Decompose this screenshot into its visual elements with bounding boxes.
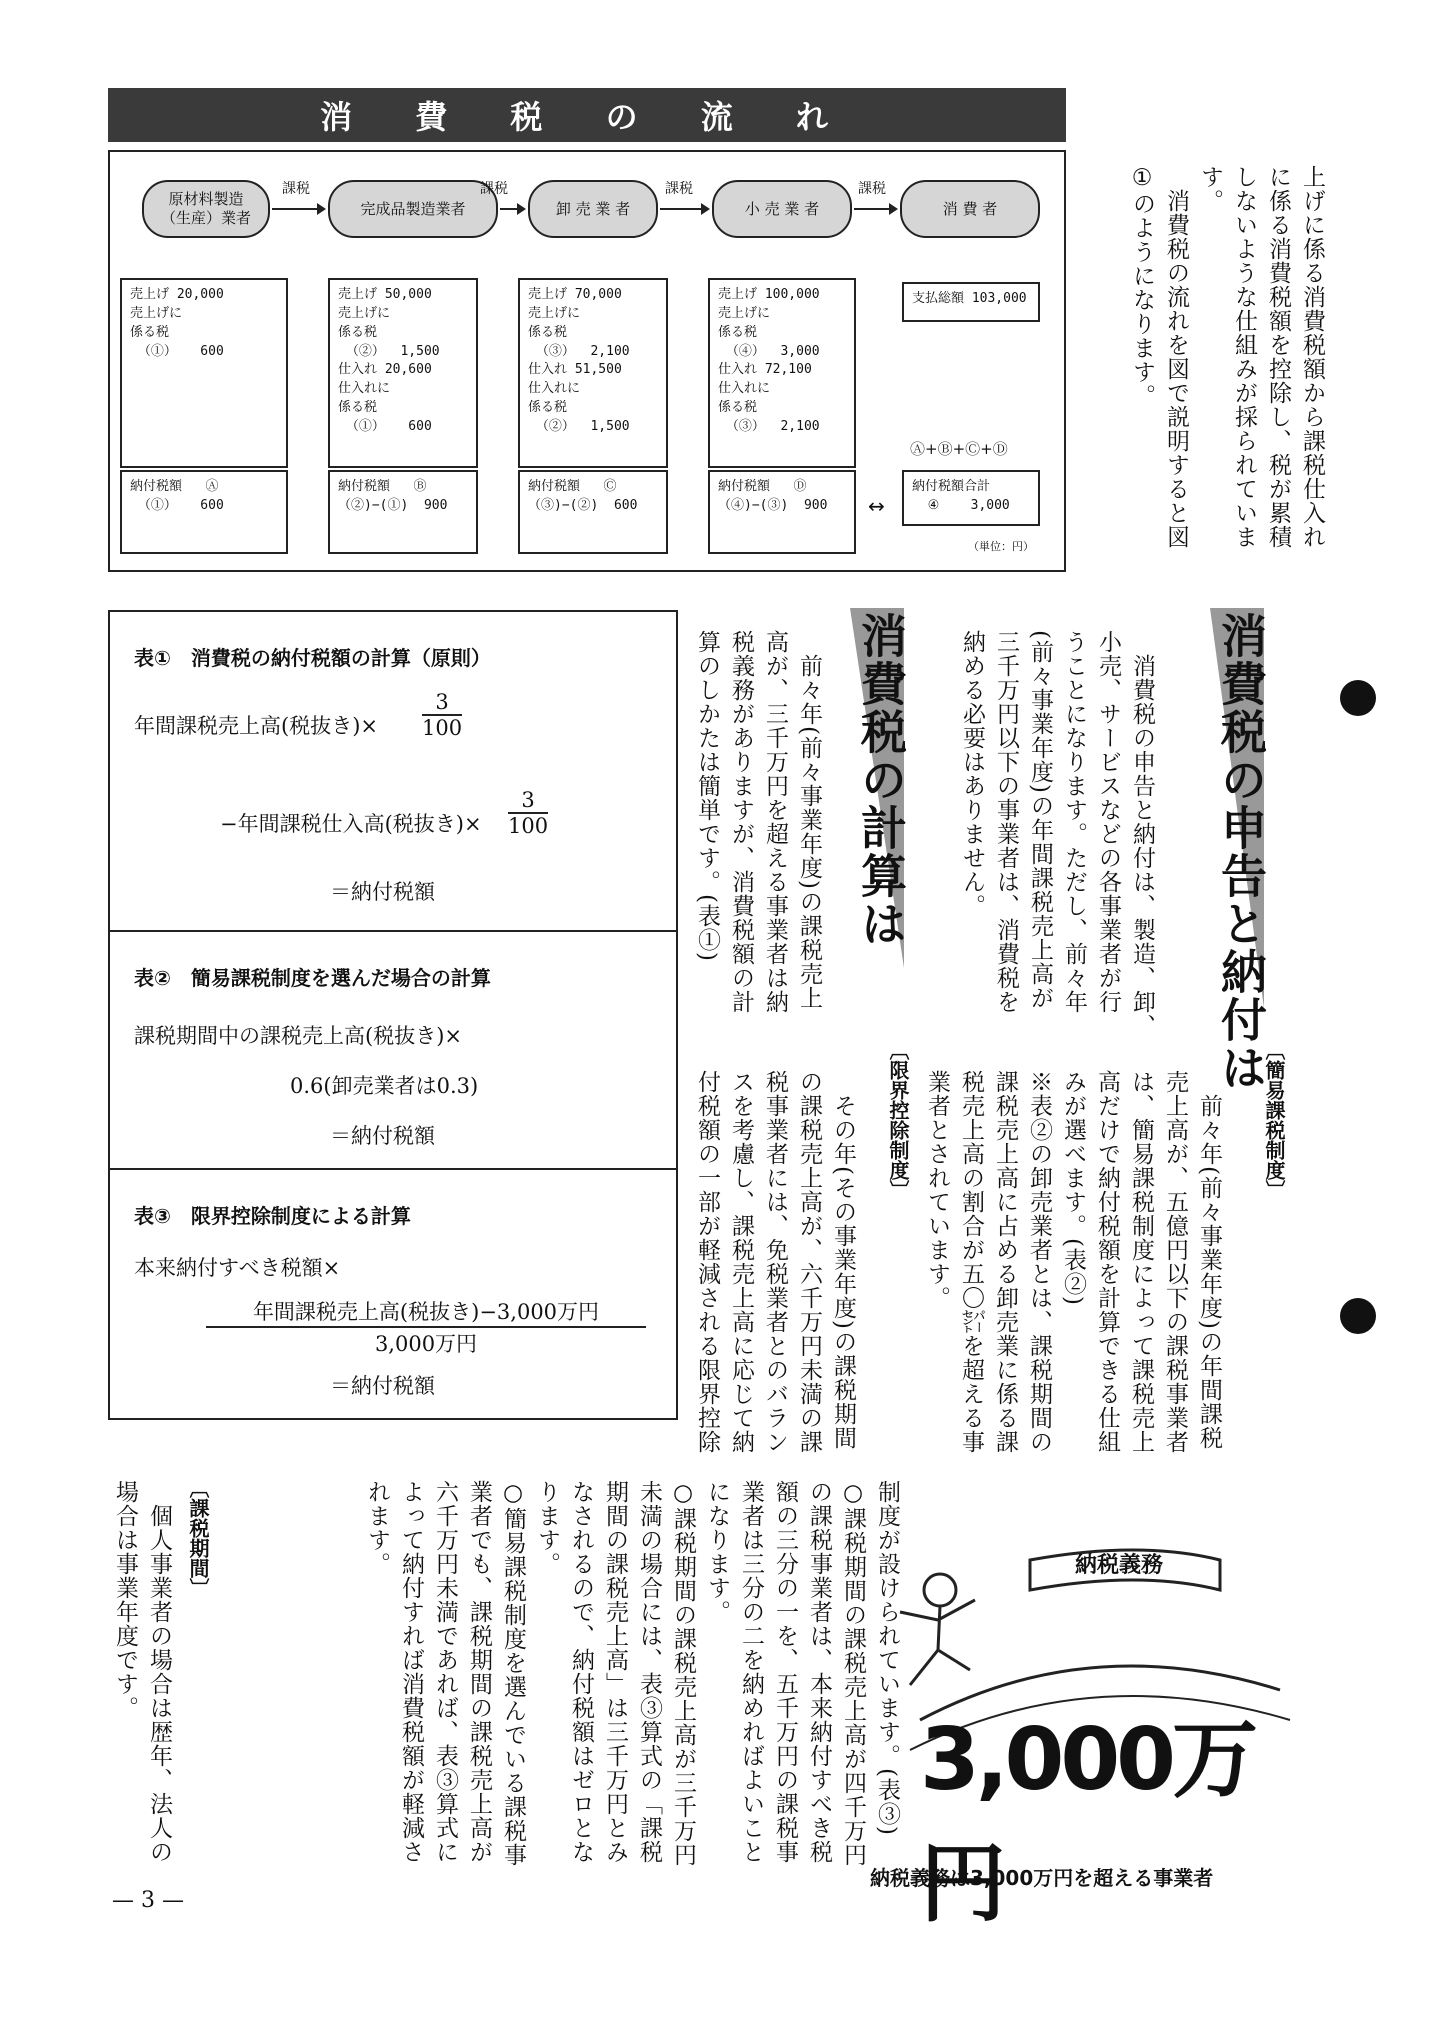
bullet-dot bbox=[1340, 1298, 1376, 1334]
section1-heading: 消費税の申告と納付は bbox=[1214, 612, 1268, 1092]
section2-body: 前々年(前々事業年度)の課税売上 高が、三千万円を超える事業者は納 税義務がありますが、消費税額の計 算のしかたは簡単です。(表①) bbox=[694, 630, 822, 1014]
simplified-body: 前々年(前々事業年度)の年間課税 売上高が、五億円以下の課税事業者 は、簡易課税制度によって課税売上 高だけで納付税額を計算できる仕組 みが選べます。(表②) ※表②の卸売業者とは、課税期間の 課税売上高に占める卸売業に係る課 税売上高の割合が五〇㌫を超える事 業者とされています。 bbox=[924, 1070, 1222, 1454]
total-paid-box: 支払総額 103,000 bbox=[902, 282, 1040, 322]
table1-fraction: $\frac{3}{100}$ bbox=[422, 690, 463, 740]
table1-fraction: $\frac{3}{100}$ bbox=[508, 788, 549, 838]
unit-label: （単位：円） bbox=[968, 540, 1034, 553]
flow-arrow bbox=[660, 208, 708, 210]
stage1-sales-box: 売上げ 20,000 売上げに 係る税 （①） 600 bbox=[120, 278, 288, 468]
illustration-flag: 納税義務 bbox=[1075, 1553, 1164, 1578]
total-tax-box: 納付税額合計 ④ 3,000 bbox=[902, 470, 1040, 526]
stage4-tax-box: 納付税額 Ⓓ （④)−(③) 900 bbox=[708, 470, 856, 554]
table1-title: 表① 消費税の納付税額の計算（原則） bbox=[134, 646, 491, 670]
flow-arrow bbox=[854, 208, 896, 210]
formula-tables bbox=[108, 610, 678, 1420]
table1-line2: −年間課税仕入高(税抜き)× bbox=[220, 812, 482, 836]
intro-text: 上げに係る消費税額から課税仕入れ に係る消費税額を控除し、税が累積 しないような仕組みが採られていま す。 消費税の流れを図で説明すると図 ①のようになります。 bbox=[1129, 165, 1325, 549]
table1-result: ＝納付税額 bbox=[330, 880, 435, 904]
flow-arrow bbox=[500, 208, 524, 210]
table3-fraction: 年間課税売上高(税抜き)−3,000万円 3,000万円 bbox=[206, 1296, 646, 1358]
double-arrow: ↔ bbox=[868, 494, 885, 518]
page-banner-title: 消 費 税 の 流 れ bbox=[108, 88, 1066, 142]
stage4-sales-box: 売上げ 100,000 売上げに 係る税 （④） 3,000 仕入れ 72,100 仕入れに 係る税 （③） 2,100 bbox=[708, 278, 856, 468]
table3-result: ＝納付税額 bbox=[330, 1374, 435, 1398]
table1-line1: 年間課税売上高(税抜き)× bbox=[134, 714, 378, 738]
section2-heading: 消費税の計算は bbox=[854, 612, 908, 948]
table2-title: 表② 簡易課税制度を選んだ場合の計算 bbox=[134, 966, 491, 990]
flow-node-retailer: 小 売 業 者 bbox=[712, 180, 852, 238]
flow-arrow bbox=[272, 208, 324, 210]
flow-arrow-label: 課税 bbox=[480, 181, 508, 197]
illustration-big-number: 3,000万円 bbox=[920, 1710, 1255, 1934]
stage2-sales-box: 売上げ 50,000 売上げに 係る税 （②） 1,500 仕入れ 20,600 仕入れに 係る税 （①） 600 bbox=[328, 278, 478, 468]
stage1-tax-box: 納付税額 Ⓐ （①） 600 bbox=[120, 470, 288, 554]
flow-arrow-label: 課税 bbox=[282, 181, 310, 197]
stage3-tax-box: 納付税額 Ⓒ （③)−(②) 600 bbox=[518, 470, 668, 554]
table2 bbox=[110, 932, 676, 1170]
table3-title: 表③ 限界控除制度による計算 bbox=[134, 1204, 411, 1228]
table1 bbox=[110, 612, 676, 932]
flow-arrow-label: 課税 bbox=[858, 181, 886, 197]
sum-label: Ⓐ+Ⓑ+Ⓒ+Ⓓ bbox=[910, 440, 1008, 458]
limit-title: 〔限界控除制度〕 bbox=[886, 1040, 910, 1200]
lower-body: 制度が設けられています。(表③) ○課税期間の課税売上高が四千万円 の課税事業者は、本来納付すべき税 額の三分の一を、五千万円の課税事 業者は三分の二を納めればよいこと になります。 ○課税期間の課税売上高が三千万円 未満の場合には、表③算式の「課税 期間の課税売上高」は三千万円とみ なされるので、納付税額はゼロとな ります。 ○簡易課税制度を選んでいる課税事 業者でも、課税期間の課税売上高が 六千万円未満であれば、表③算式に よって納付すれば消費税額が軽減さ れます。 bbox=[364, 1480, 900, 1867]
period-title: 〔課税期間〕 bbox=[186, 1478, 210, 1598]
table2-line1: 課税期間中の課税売上高(税抜き)× bbox=[134, 1024, 462, 1048]
flow-node-wholesaler: 卸 売 業 者 bbox=[528, 180, 658, 238]
flow-arrow-label: 課税 bbox=[665, 181, 693, 197]
stage2-tax-box: 納付税額 Ⓑ （②)−(①) 900 bbox=[328, 470, 478, 554]
table3 bbox=[110, 1170, 676, 1420]
flow-node-manufacturer: 完成品製造業者 bbox=[328, 180, 498, 238]
tax-flow-diagram bbox=[108, 150, 1066, 572]
flow-node-raw-material: 原材料製造 （生産）業者 bbox=[142, 180, 270, 238]
limit-body: その年(その事業年度)の課税期間 の課税売上高が、六千万円未満の課 税事業者には、免税業者とのバラン スを考慮し、課税売上高に応じて納 付税額の一部が軽減される限界控除 bbox=[694, 1070, 856, 1454]
bullet-dot bbox=[1340, 680, 1376, 716]
table3-line1: 本来納付すべき税額× bbox=[134, 1256, 341, 1280]
section1-body: 消費税の申告と納付は、製造、卸、 小売、サービスなどの各事業者が行 うことになります。ただし、前々年 (前々事業年度)の年間課税売上高が 三千万円以下の事業者は、消費税を 納める必要はありません。 bbox=[959, 630, 1155, 1038]
simplified-title: 〔簡易課税制度〕 bbox=[1262, 1040, 1286, 1200]
table2-line2: 0.6(卸売業者は0.3) bbox=[290, 1074, 479, 1098]
period-body: 個人事業者の場合は歴年、法人の 場合は事業年度です。 bbox=[112, 1480, 172, 1864]
page-number: — 3 — bbox=[112, 1888, 184, 1913]
flow-node-consumer: 消 費 者 bbox=[900, 180, 1040, 238]
table2-result: ＝納付税額 bbox=[330, 1124, 435, 1148]
stage3-sales-box: 売上げ 70,000 売上げに 係る税 （③） 2,100 仕入れ 51,500 仕入れに 係る税 （②） 1,500 bbox=[518, 278, 668, 468]
illustration-caption: 納税義務は3,000万円を超える事業者 bbox=[870, 1866, 1214, 1890]
